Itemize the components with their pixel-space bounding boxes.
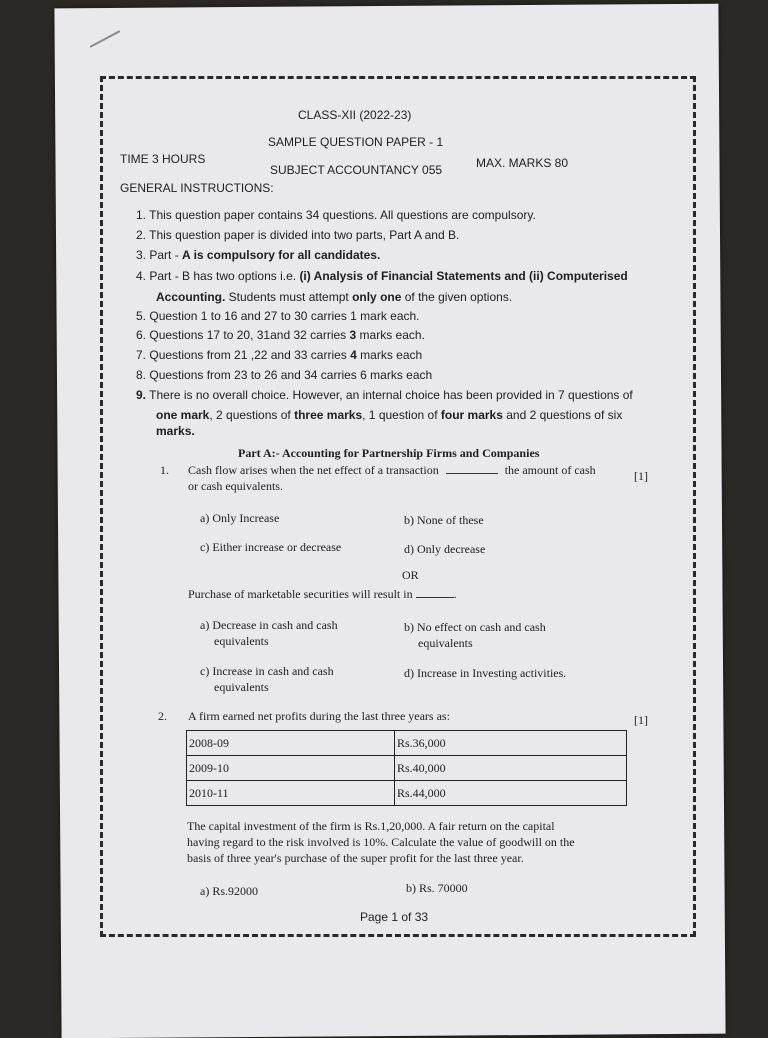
alt-option-d: d) Increase in Investing activities. [404,666,567,680]
instruction-item [136,325,425,345]
question-number: 1. [160,463,169,477]
instruction-text: This question paper contains 34 questions. All questions are compulsory. [149,208,536,222]
instruction-bold: one mark [156,408,210,422]
instruction-text: of the given options. [401,290,513,304]
instruction-number: 6. [136,328,147,342]
table-cell-year: 2008-09 [187,731,395,756]
question-text-line: or cash equivalents. [188,479,283,493]
instruction-text: marks each [356,348,423,362]
instruction-number: 7. [136,348,147,362]
instruction-continuation [156,405,622,425]
answer-blank [446,463,498,474]
instruction-text: marks each. [356,328,425,342]
page-number: Page 1 of 33 [360,910,429,924]
instruction-bold: four marks [440,408,503,422]
instruction-number: 8. [136,368,147,382]
instruction-continuation: marks. [156,424,195,438]
class-line: CLASS-XII (2022-23) [298,108,412,122]
instruction-number: 3. [136,248,147,262]
instruction-text: and 2 questions of six [502,408,623,422]
instructions-heading: GENERAL INSTRUCTIONS: [120,181,274,195]
alt-option-b [404,619,546,651]
table-cell-profit: Rs.36,000 [395,731,627,756]
instruction-text: Part - [149,248,183,262]
question-text-part: the amount of cash [504,463,596,477]
question-marks: [1] [634,713,648,727]
instruction-text: Questions from 21 ,22 and 33 carries [149,348,351,362]
table-cell-year: 2009-10 [187,756,395,781]
max-marks-label: MAX. MARKS 80 [476,156,569,170]
question-paragraph [187,818,575,866]
option-line: equivalents [214,680,269,694]
option-line: equivalents [214,634,269,648]
question-text: A firm earned net profits during the last three years as: [188,709,450,723]
paragraph-line: having regard to the risk involved is 10%. Calculate the value of goodwill on the [187,835,575,849]
question-number: 2. [158,709,167,723]
instruction-bold: A is compulsory for all candidates. [182,248,381,262]
option-c: c) Either increase or decrease [200,540,342,554]
subject-label: SUBJECT ACCOUNTANCY 055 [270,163,443,177]
alt-option-a [200,617,338,649]
table-cell-profit: Rs.40,000 [395,756,627,781]
question-text-part: Purchase of marketable securities will result in [188,587,413,601]
instruction-item [136,266,628,286]
instruction-bold: only one [352,290,402,304]
table-row [187,731,627,756]
paper-title: SAMPLE QUESTION PAPER - 1 [268,135,444,149]
instruction-item [136,306,420,326]
instruction-number: 4. [136,269,147,283]
instruction-text: Questions from 23 to 26 and 34 carries 6 marks each [149,368,433,382]
table-row [187,781,627,806]
instruction-text: There is no overall choice. However, an internal choice has been provided in 7 questions of [149,388,633,402]
instruction-number: 5. [136,309,147,323]
question-text-part: Cash flow arises when the net effect of a transaction [188,463,439,477]
instruction-bold: (i) Analysis of Financial Statements and (ii) Computerised [299,269,628,283]
paragraph-line: basis of three year's purchase of the super profit for the last three year. [187,851,524,865]
instruction-number: 2. [136,228,147,242]
instruction-item [136,245,380,265]
option-a: a) Rs.92000 [200,884,258,898]
alt-question-text: Purchase of marketable securities will result in . [188,587,457,601]
profits-table [186,730,627,806]
instruction-item [136,205,536,225]
option-line: b) No effect on cash and cash [404,620,546,634]
instruction-bold: 4 [350,348,357,362]
instruction-item [136,385,633,405]
instruction-text: , 1 question of [362,408,441,422]
answer-blank [416,587,454,598]
table-cell-profit: Rs.44,000 [395,781,627,806]
instruction-text: Students must attempt [225,290,353,304]
instruction-item [136,345,422,365]
instruction-bold: 3 [349,328,357,342]
instruction-text: Part - B has two options i.e. [149,269,300,283]
option-b: b) Rs. 70000 [406,881,468,895]
table-row [187,756,627,781]
option-d: d) Only decrease [404,542,486,556]
instruction-text: Questions 17 to 20, 31and 32 carries [149,328,350,342]
instruction-number: 9. [136,388,147,402]
or-separator: OR [402,568,419,582]
option-b: b) None of these [404,513,484,527]
instruction-continuation [156,287,512,307]
question-text [188,462,596,478]
paragraph-line: The capital investment of the firm is Rs.1,20,000. A fair return on the capital [187,819,555,833]
option-line: c) Increase in cash and cash [200,664,334,678]
alt-option-c [200,663,334,695]
option-line: equivalents [418,636,473,650]
time-label: TIME 3 HOURS [120,152,206,166]
instruction-text: , 2 questions of [209,408,295,422]
instruction-text: This question paper is divided into two parts, Part A and B. [149,228,460,242]
instruction-item [136,225,459,245]
question-marks: [1] [634,469,648,483]
instruction-bold: Accounting. [156,290,226,304]
option-line: a) Decrease in cash and cash [200,618,338,632]
instruction-text: Question 1 to 16 and 27 to 30 carries 1 mark each. [149,309,420,323]
instruction-bold: three marks [294,408,363,422]
option-a: a) Only Increase [200,511,280,525]
table-cell-year: 2010-11 [187,781,395,806]
part-a-title: Part A:- Accounting for Partnership Firms and Companies [238,446,540,460]
instruction-item [136,365,432,385]
instruction-number: 1. [136,208,147,222]
